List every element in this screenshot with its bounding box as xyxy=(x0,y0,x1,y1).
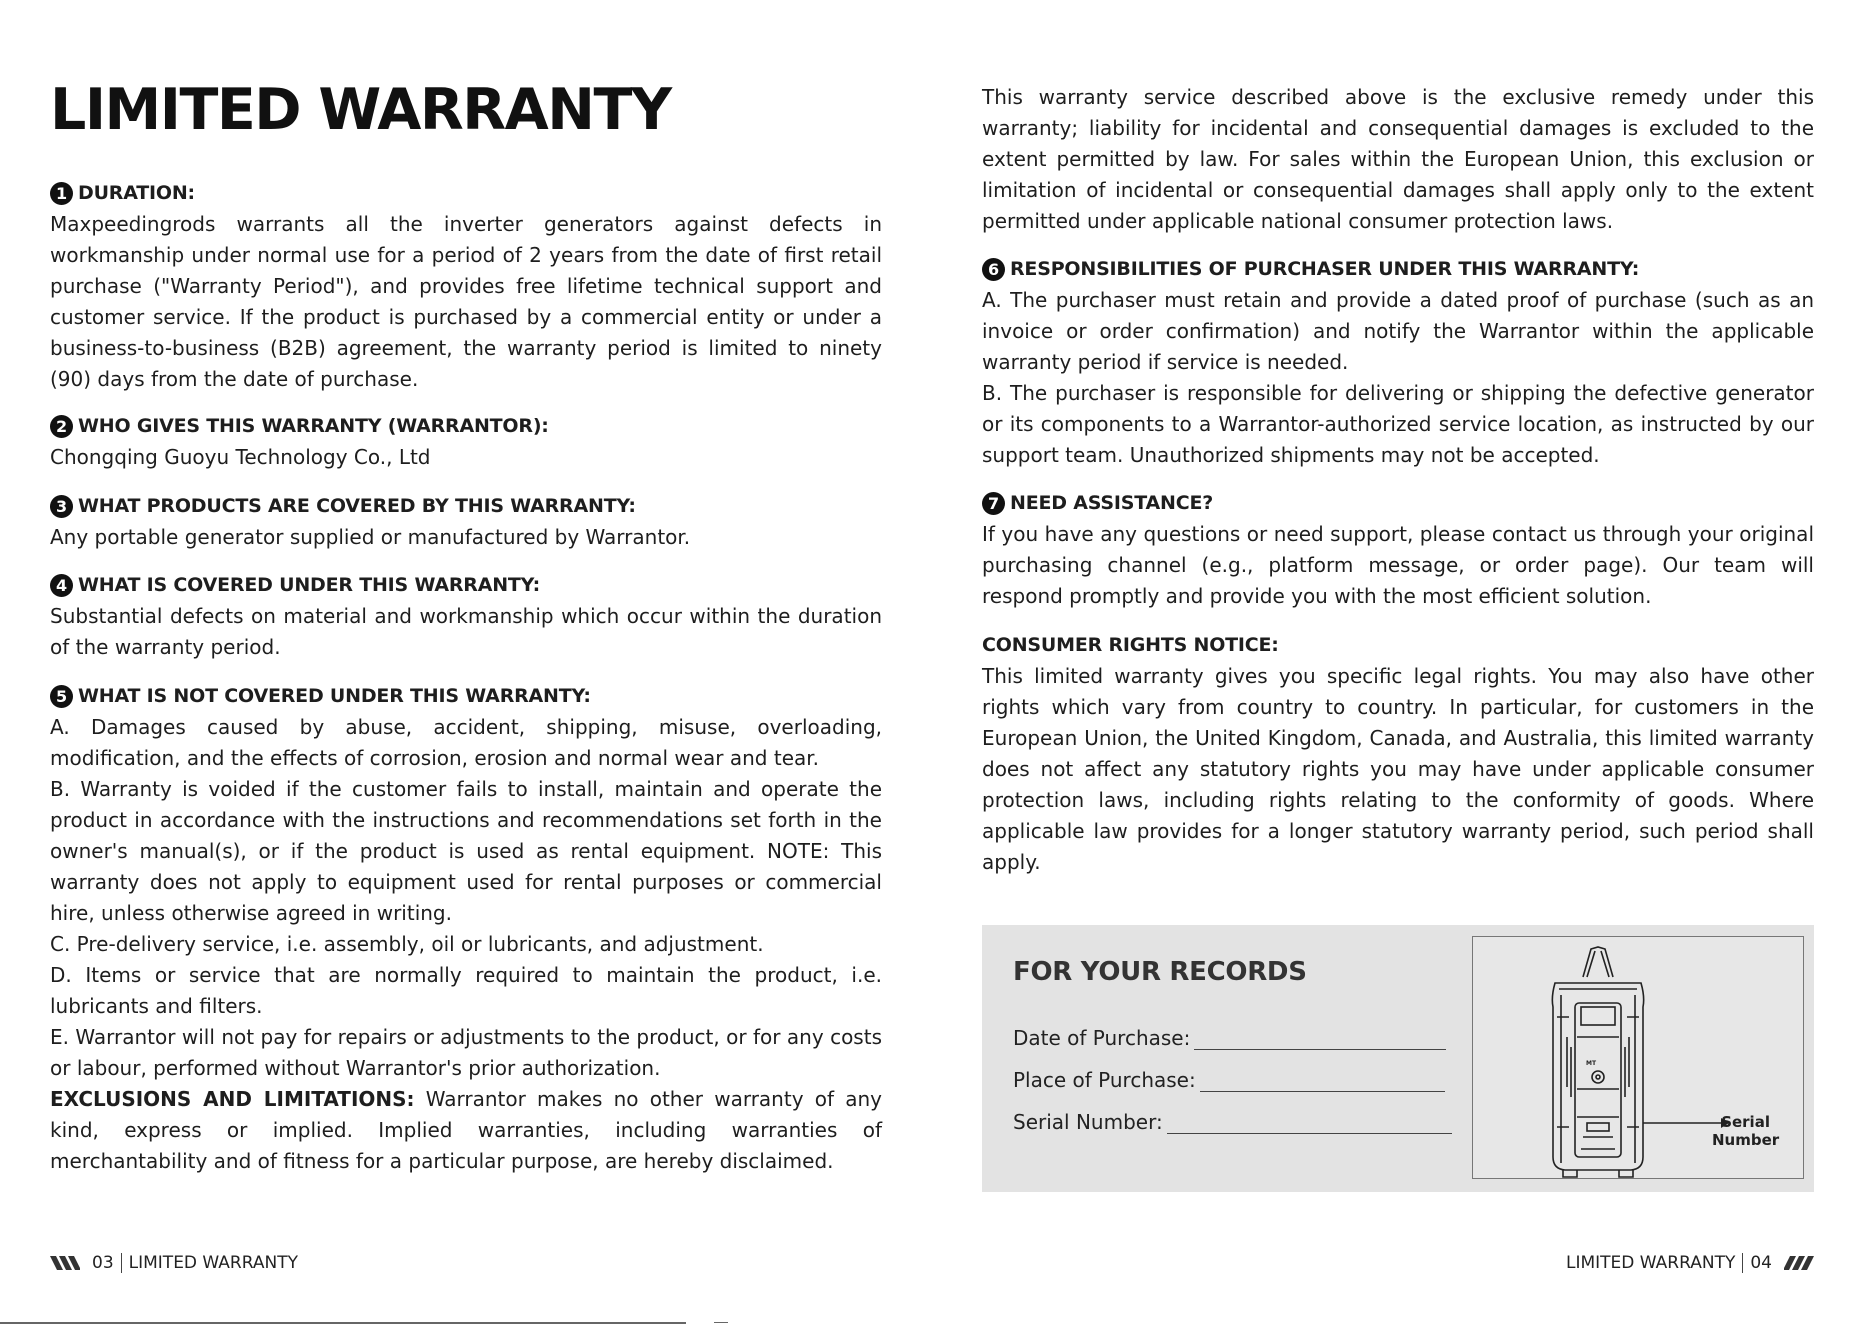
footer-page-number-right: 04 xyxy=(1750,1253,1772,1273)
number-3-icon: 3 xyxy=(50,495,73,518)
serial-number-line[interactable] xyxy=(1167,1113,1452,1134)
section-duration xyxy=(50,178,882,395)
bottom-tick xyxy=(714,1322,728,1323)
section-body: Any portable generator supplied or manufactured by Warrantor. xyxy=(50,525,691,549)
section-products-covered xyxy=(50,491,882,553)
place-of-purchase-line[interactable] xyxy=(1200,1071,1445,1092)
section-purchaser-responsibilities xyxy=(982,254,1814,471)
not-covered-item-d: D. Items or service that are normally required to maintain the product, i.e. lubricants and filters. xyxy=(50,963,882,1018)
section-assistance xyxy=(982,488,1814,612)
number-1-icon: 1 xyxy=(50,182,73,205)
responsibility-item-b: B. The purchaser is responsible for delivering or shipping the defective generator or its components to a Warrantor-authorized service location, as instructed by our support team. Unauthorized shipments may not be accepted. xyxy=(982,381,1814,467)
section-body: Substantial defects on material and workmanship which occur within the duration of the warranty period. xyxy=(50,604,882,659)
number-7-icon: 7 xyxy=(982,492,1005,515)
records-title: FOR YOUR RECORDS xyxy=(1013,957,1307,987)
section-heading: WHAT IS NOT COVERED UNDER THIS WARRANTY: xyxy=(78,685,591,707)
serial-number-field[interactable] xyxy=(1013,1110,1452,1134)
consumer-rights-body: This limited warranty gives you specific legal rights. You may also have other rights which vary from country to country. In particular, for customers in the European Union, the United Kingdom, Canada, and Australia, this limited warranty does not affect any statutory rights you may have under applicable consumer protection laws, including rights relating to the conformity of goods. Where applicable law provides for a longer statutory warranty period, such period shall apply. xyxy=(982,664,1814,874)
generator-panel-text: MT xyxy=(1586,1060,1597,1067)
not-covered-item-b: B. Warranty is voided if the customer fails to install, maintain and operate the product in accordance with the instructions and recommendations set forth in the owner's manual(s), or if the product is used as rental equipment. NOTE: This warranty does not apply to equipment used for rental purposes or commercial hire, unless otherwise agreed in writing. xyxy=(50,777,882,925)
date-of-purchase-field[interactable] xyxy=(1013,1026,1446,1050)
footer-label-right: LIMITED WARRANTY xyxy=(1566,1253,1736,1273)
footer-page-number-left: 03 xyxy=(92,1253,114,1273)
date-of-purchase-line[interactable] xyxy=(1194,1029,1446,1050)
page-title: LIMITED WARRANTY xyxy=(50,77,671,143)
exclusions-text: Warrantor makes no other warranty of any kind, express or implied. Implied warranties, including warranties of merchantability and of fitness for a particular purpose, are hereby disclaimed. xyxy=(50,1087,883,1173)
date-of-purchase-label: Date of Purchase: xyxy=(1013,1026,1191,1050)
consumer-rights-heading: CONSUMER RIGHTS NOTICE: xyxy=(982,634,1279,656)
number-4-icon: 4 xyxy=(50,574,73,597)
not-covered-item-c: C. Pre-delivery service, i.e. assembly, oil or lubricants, and adjustment. xyxy=(50,932,764,956)
section-body: Maxpeedingrods warrants all the inverter generators against defects in workmanship under normal use for a period of 2 years from the date of first retail purchase ("Warranty Period"), and provides free lifetime technical support and customer service. If the product is purchased by a commercial entity or under a business-to-business (B2B) agreement, the warranty period is limited to ninety (90) days from the date of purchase. xyxy=(50,212,882,391)
serial-number-label: Serial Number: xyxy=(1013,1110,1163,1134)
footer-divider xyxy=(1742,1253,1743,1273)
stripe-logo-icon xyxy=(50,1254,80,1272)
place-of-purchase-field[interactable] xyxy=(1013,1068,1445,1092)
section-warrantor xyxy=(50,411,882,473)
footer-left xyxy=(50,1253,298,1273)
section-body: If you have any questions or need support, please contact us through your original purchasing channel (e.g., platform message, or order page). Our team will respond promptly and provide you with the most efficient solution. xyxy=(982,522,1814,608)
section-heading: WHO GIVES THIS WARRANTY (WARRANTOR): xyxy=(78,415,549,437)
section-heading: RESPONSIBILITIES OF PURCHASER UNDER THIS WARRANTY: xyxy=(1010,258,1640,280)
section-covered xyxy=(50,570,882,663)
footer-label-left: LIMITED WARRANTY xyxy=(128,1253,298,1273)
section-remedy xyxy=(982,82,1814,237)
not-covered-item-e: E. Warrantor will not pay for repairs or adjustments to the product, or for any costs or labour, performed without Warrantor's prior authorization. xyxy=(50,1025,882,1080)
section-heading: WHAT IS COVERED UNDER THIS WARRANTY: xyxy=(78,574,540,596)
section-heading: NEED ASSISTANCE? xyxy=(1010,492,1214,514)
stripe-logo-icon xyxy=(1784,1254,1814,1272)
not-covered-item-a: A. Damages caused by abuse, accident, shipping, misuse, overloading, modification, and the effects of corrosion, erosion and normal wear and tear. xyxy=(50,715,882,770)
number-6-icon: 6 xyxy=(982,258,1005,281)
exclusions-label: EXCLUSIONS AND LIMITATIONS: xyxy=(50,1087,415,1111)
section-heading: DURATION: xyxy=(78,182,195,204)
responsibility-item-a: A. The purchaser must retain and provide a dated proof of purchase (such as an invoice or order confirmation) and notify the Warrantor within the applicable warranty period if service is needed. xyxy=(982,288,1814,374)
serial-number-callout: Serial Number xyxy=(1712,1113,1780,1149)
place-of-purchase-label: Place of Purchase: xyxy=(1013,1068,1196,1092)
section-consumer-rights xyxy=(982,630,1814,878)
exclusions-paragraph xyxy=(50,1084,882,1177)
section-not-covered xyxy=(50,681,882,1177)
footer-right xyxy=(1566,1253,1814,1273)
remedy-paragraph: This warranty service described above is the exclusive remedy under this warranty; liability for incidental and consequential damages is excluded to the extent permitted by law. For sales within the European Union, this exclusion or limitation of incidental or consequential damages shall apply only to the extent permitted under applicable national consumer protection laws. xyxy=(982,85,1814,233)
footer-divider xyxy=(121,1253,122,1273)
number-2-icon: 2 xyxy=(50,415,73,438)
section-body: Chongqing Guoyu Technology Co., Ltd xyxy=(50,445,431,469)
number-5-icon: 5 xyxy=(50,685,73,708)
records-box xyxy=(982,925,1814,1192)
section-heading: WHAT PRODUCTS ARE COVERED BY THIS WARRANTY: xyxy=(78,495,636,517)
